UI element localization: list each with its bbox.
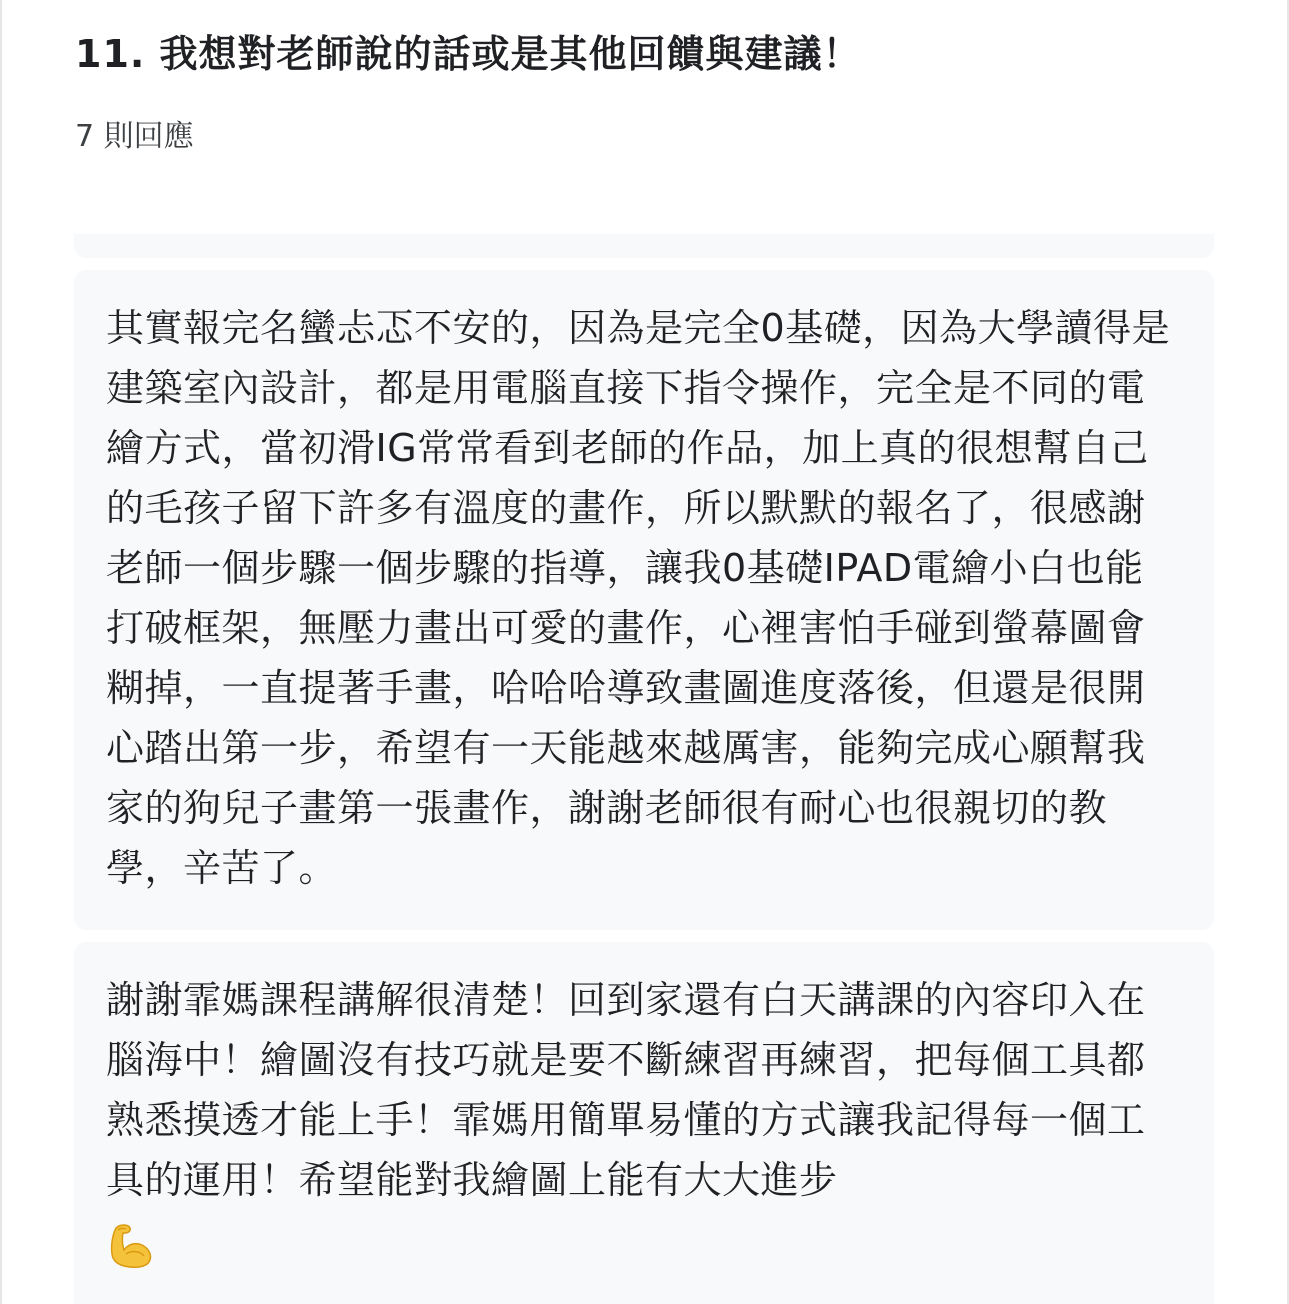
- response-card: [74, 942, 1214, 1304]
- flexed-biceps-icon: [106, 1220, 158, 1270]
- previous-response-card-edge: [74, 234, 1214, 258]
- response-text: 其實報完名蠻忐忑不安的，因為是完全0基礎，因為大學讀得是建築室內設計，都是用電腦直接下指令操作，完全是不同的電繪方式，當初滑IG常常看到老師的作品，加上真的很想幫自己的毛孩子留下許多有溫度的畫作，所以默默的報名了，很感謝老師一個步驟一個步驟的指導，讓我0基礎IPAD電繪小白也能打破框架，無壓力畫出可愛的畫作，心裡害怕手碰到螢幕圖會糊掉，一直提著手畫，哈哈哈導致畫圖進度落後，但還是很開心踏出第一步，希望有一天能越來越厲害，能夠完成心願幫我家的狗兒子畫第一張畫作，謝謝老師很有耐心也很親切的教學，辛苦了。: [106, 306, 1171, 890]
- response-text: [106, 970, 1174, 1270]
- question-title: 11. 我想對老師說的話或是其他回饋與建議！: [75, 32, 862, 76]
- response-text-body: 謝謝霏媽課程講解很清楚！回到家還有白天講課的內容印入在腦海中！繪圖沒有技巧就是要不斷練習再練習，把每個工具都熟悉摸透才能上手！霏媽用簡單易懂的方式讓我記得每一個工具的運用！希望能對我繪圖上能有大大進步: [106, 978, 1146, 1202]
- response-card: [74, 270, 1214, 930]
- response-count: 7 則回應: [75, 119, 194, 154]
- left-border: [0, 0, 2, 1304]
